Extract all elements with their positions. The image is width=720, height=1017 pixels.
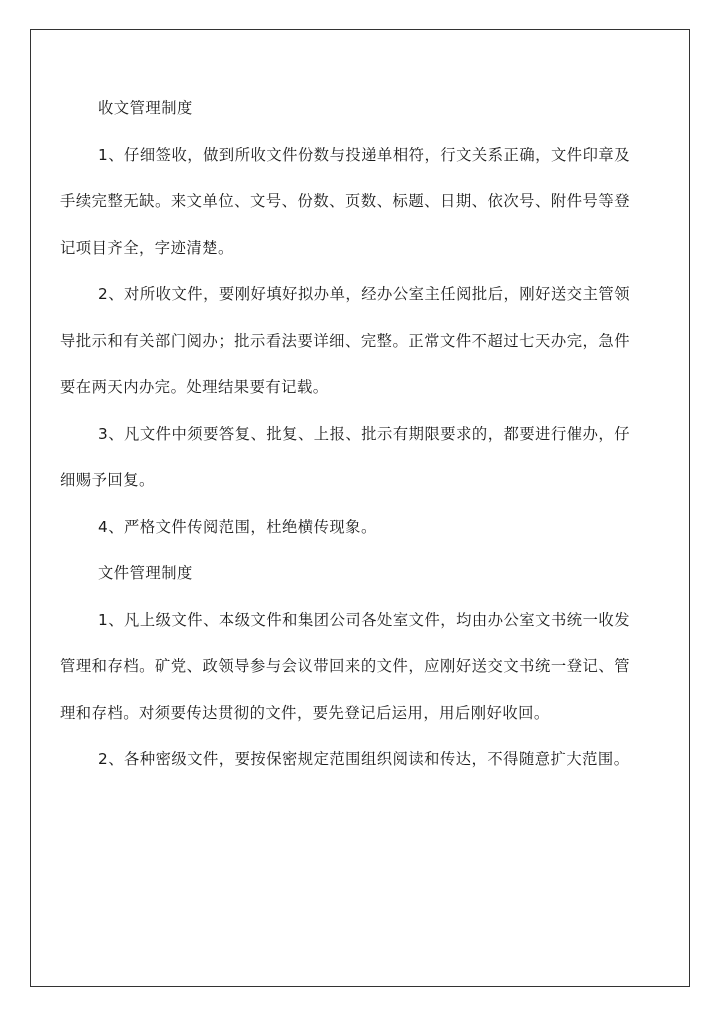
file-management-paragraph-2: 2、各种密级文件，要按保密规定范围组织阅读和传达，不得随意扩大范围。 — [98, 750, 630, 768]
receiving-paragraph-3: 3、凡文件中须要答复、批复、上报、批示有期限要求的，都要进行催办，仔细赐予回复。 — [60, 424, 630, 489]
document-body — [60, 85, 630, 783]
receiving-paragraph-4: 4、严格文件传阅范围，杜绝横传现象。 — [98, 517, 377, 536]
receiving-paragraph-2: 2、对所收文件，要刚好填好拟办单，经办公室主任阅批后，刚好送交主管领导批示和有关部门阅办；批示看法要详细、完整。正常文件不超过七天办完，急件要在两天内办完。处理结果要有记载。 — [60, 285, 630, 396]
file-management-paragraph-1: 1、凡上级文件、本级文件和集团公司各处室文件，均由办公室文书统一收发管理和存档。矿党、政领导参与会议带回来的文件，应刚好送交文书统一登记、管理和存档。对须要传达贯彻的文件，要先登记后运用，用后刚好收回。 — [60, 610, 630, 722]
section-title-receiving: 收文管理制度 — [98, 99, 193, 117]
section-title-file-management: 文件管理制度 — [98, 564, 193, 582]
receiving-paragraph-1: 1、仔细签收，做到所收文件份数与投递单相符，行文关系正确，文件印章及手续完整无缺。来文单位、文号、份数、页数、标题、日期、依次号、附件号等登记项目齐全，字迹清楚。 — [60, 145, 630, 257]
